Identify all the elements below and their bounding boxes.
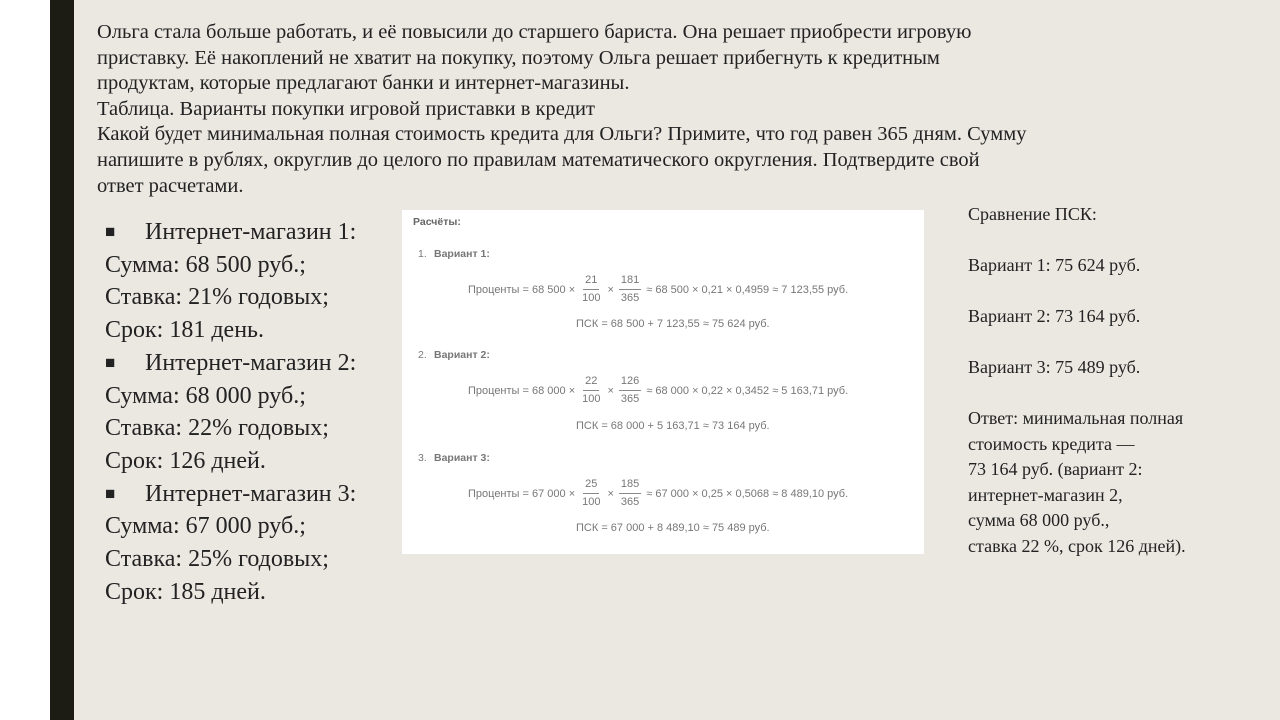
- answer-line: 73 164 руб. (вариант 2:: [968, 459, 1143, 479]
- text-line: Какой будет минимальная полная стоимость кредита для Ольги? Примите, что год равен 365 дням. Сумму: [97, 123, 1027, 146]
- store-title: ■ Интернет-магазин 2:: [105, 347, 405, 380]
- comparison-variant-1: Вариант 1: 75 624 руб.: [968, 255, 1141, 275]
- answer-line: стоимость кредита —: [968, 433, 1135, 454]
- left-accent-bar: [50, 0, 74, 720]
- store-term: Срок: 181 день.: [105, 317, 264, 344]
- store-sum: Сумма: 68 500 руб.;: [105, 251, 306, 278]
- store-term: Срок: 185 дней.: [105, 578, 266, 605]
- variant-heading: 2. Вариант 2:: [418, 349, 490, 361]
- text-line: продуктам, которые предлагают банки и интернет-магазины.: [97, 72, 630, 95]
- variant-heading: 1. Вариант 1:: [418, 248, 490, 260]
- psk-formula: ПСК = 68 500 + 7 123,55 ≈ 75 624 руб.: [576, 318, 770, 330]
- variant-heading: 3. Вариант 3:: [418, 452, 490, 464]
- comparison-variant-2: Вариант 2: 73 164 руб.: [968, 306, 1141, 326]
- psk-formula: ПСК = 67 000 + 8 489,10 ≈ 75 489 руб.: [576, 522, 770, 534]
- calc-heading: Расчёты:: [413, 216, 461, 228]
- store-title: ■ Интернет-магазин 1:: [105, 216, 405, 249]
- store-rate: Ставка: 22% годовых;: [105, 415, 329, 442]
- table-caption: Таблица. Варианты покупки игровой приставки в кредит: [97, 97, 595, 120]
- bullet-square-icon: ■: [105, 483, 116, 503]
- answer-line: сумма 68 000 руб.,: [968, 510, 1110, 530]
- store-title: ■ Интернет-магазин 3:: [105, 478, 405, 511]
- text-line: Ольга стала больше работать, и её повысили до старшего бариста. Она решает приобрести игровую: [97, 21, 972, 43]
- store-sum: Сумма: 68 000 руб.;: [105, 382, 306, 409]
- bullet-square-icon: ■: [105, 222, 116, 241]
- store-options-list: [105, 216, 405, 608]
- psk-comparison: [968, 202, 1268, 559]
- text-line: ответ расчетами.: [97, 174, 244, 197]
- text-line: приставку. Её накоплений не хватит на покупку, поэтому Ольга решает прибегнуть к кредитным: [97, 46, 940, 69]
- answer-line: Ответ: минимальная полная: [968, 408, 1184, 428]
- comparison-heading: Сравнение ПСК:: [968, 204, 1097, 224]
- store-sum: Сумма: 67 000 руб.;: [105, 513, 306, 540]
- interest-formula: Проценты = 67 000 × $\frac{25}{100}$ × $\frac{185}{365}$ ≈ 67 000 × 0,25 × 0,5068 ≈ 8 489,10 руб.: [468, 478, 849, 508]
- interest-formula: Проценты = 68 500 × $\frac{21}{100}$ × $\frac{181}{365}$ ≈ 68 500 × 0,21 × 0,4959 ≈ 7 123,55 руб.: [468, 274, 849, 304]
- bullet-square-icon: ■: [105, 352, 116, 372]
- interest-formula: Проценты = 68 000 × $\frac{22}{100}$ × $\frac{126}{365}$ ≈ 68 000 × 0,22 × 0,3452 ≈ 5 163,71 руб.: [468, 375, 849, 405]
- store-term: Срок: 126 дней.: [105, 447, 266, 474]
- text-line: напишите в рублях, округлив до целого по правилам математического округления. Подтвердите свой: [97, 148, 980, 171]
- store-rate: Ставка: 21% годовых;: [105, 284, 329, 311]
- task-text: [97, 20, 1217, 199]
- comparison-variant-3: Вариант 3: 75 489 руб.: [968, 357, 1141, 377]
- answer-line: ставка 22 %, срок 126 дней).: [968, 535, 1186, 556]
- answer-line: интернет-магазин 2,: [968, 484, 1123, 505]
- calculations-image: [402, 210, 924, 554]
- store-rate: Ставка: 25% годовых;: [105, 546, 329, 573]
- task-paragraph: [97, 20, 1217, 97]
- question-text: [97, 122, 1217, 199]
- psk-formula: ПСК = 68 000 + 5 163,71 ≈ 73 164 руб.: [576, 420, 770, 432]
